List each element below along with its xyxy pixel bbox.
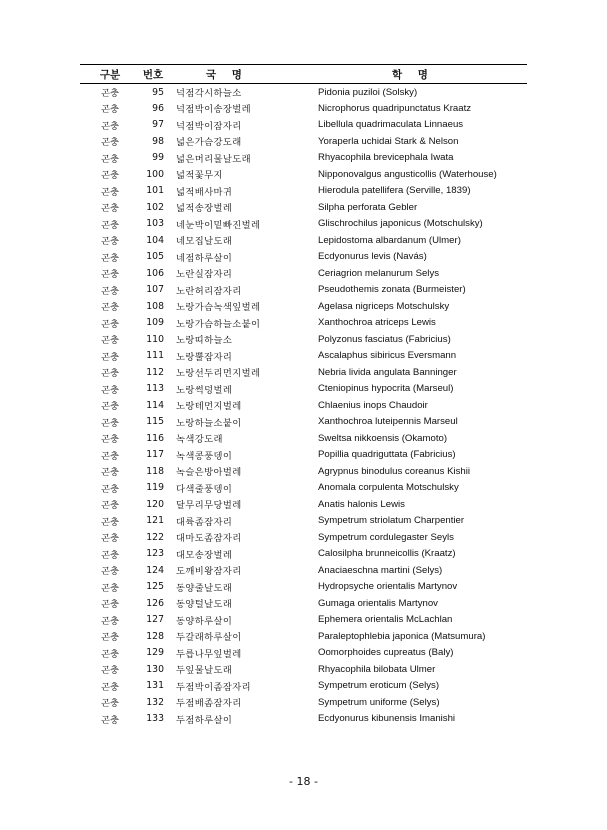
cell-category: 곤충	[101, 153, 119, 165]
table-row	[80, 298, 527, 315]
table-body	[80, 84, 527, 728]
cell-number: 109	[146, 317, 164, 329]
cell-number: 121	[146, 515, 164, 527]
table-row	[80, 612, 527, 629]
cell-korean-name: 넓적송장벌레	[176, 203, 233, 215]
cell-category: 곤충	[101, 434, 119, 446]
cell-category: 곤충	[101, 549, 119, 561]
cell-number: 116	[146, 432, 164, 444]
cell-scientific-name: Agrypnus binodulus coreanus Kishii	[318, 465, 470, 477]
header-category: 구분	[80, 65, 140, 84]
cell-scientific-name: Oomorphoides cupreatus (Baly)	[318, 647, 454, 659]
table-row	[80, 331, 527, 348]
cell-number: 119	[146, 482, 164, 494]
cell-scientific-name: Xanthochroa atriceps Lewis	[318, 317, 436, 329]
cell-korean-name: 대마도좀잠자리	[176, 533, 242, 545]
cell-category: 곤충	[101, 335, 119, 347]
cell-number: 127	[146, 614, 164, 626]
cell-number: 96	[152, 102, 164, 114]
table-row	[80, 100, 527, 117]
cell-korean-name: 네모집날도래	[176, 236, 233, 248]
cell-number: 126	[146, 597, 164, 609]
cell-korean-name: 넉점각시하늘소	[176, 88, 242, 99]
cell-category: 곤충	[101, 203, 119, 215]
cell-scientific-name: Calosilpha brunneicollis (Kraatz)	[318, 548, 456, 560]
cell-scientific-name: Sympetrum cordulegaster Seyls	[318, 531, 454, 543]
cell-category: 곤충	[101, 599, 119, 611]
cell-number: 95	[152, 86, 164, 98]
cell-korean-name: 노랑선두리먼지벌레	[176, 368, 261, 380]
cell-category: 곤충	[101, 665, 119, 677]
cell-korean-name: 두잎물날도래	[176, 665, 233, 677]
cell-scientific-name: Paraleptophlebia japonica (Matsumura)	[318, 630, 486, 642]
cell-category: 곤충	[101, 88, 119, 99]
cell-number: 133	[146, 713, 164, 725]
cell-korean-name: 대모송장벌레	[176, 549, 233, 561]
table-row	[80, 133, 527, 150]
cell-category: 곤충	[101, 104, 119, 116]
cell-korean-name: 노란실잠자리	[176, 269, 233, 281]
table-row	[80, 480, 527, 497]
cell-korean-name: 다색줄풍뎅이	[176, 483, 233, 495]
cell-korean-name: 두갈래하루살이	[176, 632, 242, 644]
cell-korean-name: 노랑띠하늘소	[176, 335, 233, 347]
table-row	[80, 150, 527, 167]
cell-category: 곤충	[101, 302, 119, 314]
cell-korean-name: 노랑가슴녹색잎벌레	[176, 302, 261, 314]
cell-number: 102	[146, 201, 164, 213]
cell-korean-name: 넓적꽃무지	[176, 170, 223, 182]
cell-korean-name: 노랑테먼지벌레	[176, 401, 242, 413]
table-row	[80, 496, 527, 513]
cell-number: 130	[146, 663, 164, 675]
cell-category: 곤충	[101, 615, 119, 627]
cell-number: 129	[146, 647, 164, 659]
cell-korean-name: 동양하루살이	[176, 615, 233, 627]
header-row	[80, 65, 527, 84]
cell-category: 곤충	[101, 516, 119, 528]
cell-scientific-name: Pidonia puziloi (Solsky)	[318, 86, 418, 98]
table-row	[80, 661, 527, 678]
cell-number: 103	[146, 218, 164, 230]
cell-category: 곤충	[101, 450, 119, 462]
cell-number: 107	[146, 284, 164, 296]
cell-number: 123	[146, 548, 164, 560]
table-row	[80, 546, 527, 563]
cell-number: 97	[152, 119, 164, 131]
cell-scientific-name: Nicrophorus quadripunctatus Kraatz	[318, 102, 472, 114]
table-row	[80, 694, 527, 711]
cell-number: 98	[152, 135, 164, 147]
cell-number: 131	[146, 680, 164, 692]
cell-category: 곤충	[101, 285, 119, 297]
cell-category: 곤충	[101, 351, 119, 363]
header-korean-name: 국 명	[166, 65, 288, 84]
page-number: - 18 -	[289, 775, 318, 788]
cell-number: 114	[146, 399, 164, 411]
cell-number: 115	[146, 416, 164, 428]
cell-scientific-name: Pseudothemis zonata (Burmeister)	[318, 284, 466, 296]
table-row	[80, 216, 527, 233]
cell-number: 100	[146, 168, 164, 180]
cell-category: 곤충	[101, 120, 119, 132]
cell-scientific-name: Rhyacophila brevicephala Iwata	[318, 152, 454, 164]
cell-number: 117	[146, 449, 164, 461]
cell-scientific-name: Cteniopinus hypocrita (Marseul)	[318, 383, 454, 395]
cell-korean-name: 넓적배사마귀	[176, 186, 233, 198]
cell-category: 곤충	[101, 252, 119, 264]
table-row	[80, 463, 527, 480]
cell-scientific-name: Libellula quadrimaculata Linnaeus	[318, 119, 464, 131]
cell-scientific-name: Gumaga orientalis Martynov	[318, 597, 438, 609]
table-row	[80, 183, 527, 200]
cell-category: 곤충	[101, 566, 119, 578]
cell-category: 곤충	[101, 698, 119, 710]
cell-number: 120	[146, 498, 164, 510]
cell-category: 곤충	[101, 186, 119, 198]
cell-number: 128	[146, 630, 164, 642]
table-row	[80, 265, 527, 282]
cell-korean-name: 동양줄날도래	[176, 582, 233, 594]
cell-category: 곤충	[101, 318, 119, 330]
header-number: 번호	[140, 65, 166, 84]
cell-scientific-name: Popillia quadriguttata (Fabricius)	[318, 449, 456, 461]
cell-number: 125	[146, 581, 164, 593]
cell-category: 곤충	[101, 170, 119, 182]
cell-korean-name: 두점하루살이	[176, 714, 233, 726]
cell-scientific-name: Sweltsa nikkoensis (Okamoto)	[318, 432, 448, 444]
cell-korean-name: 두점배좀잠자리	[176, 698, 242, 710]
cell-number: 122	[146, 531, 164, 543]
table-row	[80, 628, 527, 645]
cell-number: 106	[146, 267, 164, 279]
cell-scientific-name: Polyzonus fasciatus (Fabricius)	[318, 333, 451, 345]
cell-category: 곤충	[101, 533, 119, 545]
table-row	[80, 414, 527, 431]
cell-category: 곤충	[101, 137, 119, 149]
cell-scientific-name: Anomala corpulenta Motschulsky	[318, 482, 459, 494]
table-row	[80, 430, 527, 447]
cell-category: 곤충	[101, 714, 119, 726]
table-row	[80, 579, 527, 596]
cell-scientific-name: Nipponovalgus angusticollis (Waterhouse)	[318, 168, 497, 180]
table-row	[80, 364, 527, 381]
cell-scientific-name: Ecdyonurus levis (Navás)	[318, 251, 427, 263]
cell-scientific-name: Anatis halonis Lewis	[318, 498, 405, 510]
cell-category: 곤충	[101, 500, 119, 512]
cell-korean-name: 노랑썩덩벌레	[176, 384, 233, 396]
table-row	[80, 645, 527, 662]
table-row	[80, 199, 527, 216]
cell-korean-name: 네점하루살이	[176, 252, 233, 264]
cell-category: 곤충	[101, 401, 119, 413]
cell-scientific-name: Ascalaphus sibiricus Eversmann	[318, 350, 457, 362]
cell-category: 곤충	[101, 632, 119, 644]
table-row	[80, 513, 527, 530]
cell-number: 108	[146, 300, 164, 312]
table-row	[80, 315, 527, 332]
header-scientific-name: 학 명	[288, 65, 527, 84]
cell-category: 곤충	[101, 483, 119, 495]
cell-scientific-name: Sympetrum striolatum Charpentier	[318, 515, 465, 527]
cell-korean-name: 노랑가슴하늘소붙이	[176, 318, 261, 330]
cell-korean-name: 동양털날도래	[176, 599, 233, 611]
cell-number: 118	[146, 465, 164, 477]
table-row	[80, 249, 527, 266]
cell-scientific-name: Sympetrum eroticum (Selys)	[318, 680, 440, 692]
cell-korean-name: 넓은가슴강도래	[176, 137, 242, 149]
cell-korean-name: 대륙좀잠자리	[176, 516, 233, 528]
cell-category: 곤충	[101, 269, 119, 281]
cell-number: 112	[146, 366, 164, 378]
cell-category: 곤충	[101, 417, 119, 429]
cell-korean-name: 노랑뿔잠자리	[176, 351, 233, 363]
table-row	[80, 562, 527, 579]
cell-number: 111	[146, 350, 164, 362]
cell-scientific-name: Anaciaeschna martini (Selys)	[318, 564, 443, 576]
cell-korean-name: 네눈박이밑빠진벌레	[176, 219, 261, 231]
table-row	[80, 232, 527, 249]
cell-korean-name: 도깨비왕잠자리	[176, 566, 242, 578]
table-row	[80, 529, 527, 546]
cell-scientific-name: Rhyacophila bilobata Ulmer	[318, 663, 436, 675]
table-header	[80, 65, 527, 84]
cell-korean-name: 넉점박이잠자리	[176, 120, 242, 132]
cell-number: 101	[146, 185, 164, 197]
cell-number: 132	[146, 696, 164, 708]
cell-scientific-name: Chlaenius inops Chaudoir	[318, 399, 428, 411]
cell-scientific-name: Lepidostoma albardanum (Ulmer)	[318, 234, 461, 246]
cell-korean-name: 노란허리잠자리	[176, 285, 242, 297]
cell-category: 곤충	[101, 368, 119, 380]
cell-scientific-name: Hierodula patellifera (Serville, 1839)	[318, 185, 471, 197]
cell-korean-name: 넓은머리물날도래	[176, 153, 252, 165]
cell-category: 곤충	[101, 681, 119, 693]
cell-category: 곤충	[101, 467, 119, 479]
cell-category: 곤충	[101, 582, 119, 594]
cell-scientific-name: Glischrochilus japonicus (Motschulsky)	[318, 218, 483, 230]
table-row	[80, 282, 527, 299]
cell-korean-name: 두릅나무잎벌레	[176, 648, 242, 660]
cell-scientific-name: Ephemera orientalis McLachlan	[318, 614, 453, 626]
cell-category: 곤충	[101, 648, 119, 660]
table-row	[80, 397, 527, 414]
cell-number: 110	[146, 333, 164, 345]
cell-korean-name: 녹슬은방아벌레	[176, 467, 242, 479]
table-row	[80, 381, 527, 398]
cell-scientific-name: Sympetrum uniforme (Selys)	[318, 696, 440, 708]
cell-category: 곤충	[101, 384, 119, 396]
table-row	[80, 117, 527, 134]
cell-scientific-name: Xanthochroa luteipennis Marseul	[318, 416, 458, 428]
table-row	[80, 595, 527, 612]
table-row	[80, 166, 527, 183]
cell-korean-name: 달무리무당벌레	[176, 500, 242, 512]
cell-category: 곤충	[101, 219, 119, 231]
cell-number: 113	[146, 383, 164, 395]
cell-category: 곤충	[101, 236, 119, 248]
cell-number: 124	[146, 564, 164, 576]
species-table	[80, 64, 527, 727]
table-row	[80, 348, 527, 365]
table-row	[80, 84, 527, 101]
cell-scientific-name: Ceriagrion melanurum Selys	[318, 267, 440, 279]
cell-korean-name: 넉점박이송장벌레	[176, 104, 252, 116]
table-row	[80, 678, 527, 695]
cell-number: 99	[152, 152, 164, 164]
cell-korean-name: 두점박이좀잠자리	[176, 681, 252, 693]
table-row	[80, 711, 527, 728]
cell-korean-name: 녹색강도래	[176, 434, 223, 446]
cell-number: 105	[146, 251, 164, 263]
cell-scientific-name: Hydropsyche orientalis Martynov	[318, 581, 458, 593]
cell-scientific-name: Nebria livida angulata Banninger	[318, 366, 457, 378]
cell-korean-name: 노랑하늘소붙이	[176, 417, 242, 429]
table-row	[80, 447, 527, 464]
cell-scientific-name: Yoraperla uchidai Stark & Nelson	[318, 135, 459, 147]
cell-korean-name: 녹색콩풍뎅이	[176, 450, 233, 462]
cell-number: 104	[146, 234, 164, 246]
cell-scientific-name: Silpha perforata Gebler	[318, 201, 418, 213]
cell-scientific-name: Ecdyonurus kibunensis Imanishi	[318, 713, 456, 725]
cell-scientific-name: Agelasa nigriceps Motschulsky	[318, 300, 450, 312]
